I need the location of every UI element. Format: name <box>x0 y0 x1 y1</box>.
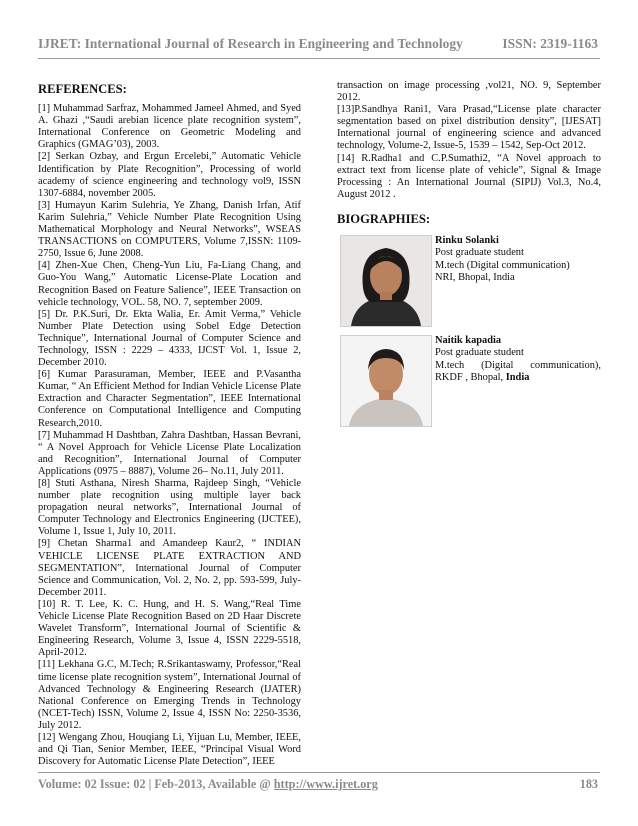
reference-item: [10] R. T. Lee, K. C. Hung, and H. S. Wang,“Real Time Vehicle License Plate Recognition Based on 2D Haar Discrete Wavelet Transform”, International Journal of Scientific & Engineering Research, Volume 3, Issue 4, ISSN 2229-5518, April-2012. <box>38 598 301 659</box>
reference-item: [8] Stuti Asthana, Niresh Sharma, Rajdeep Singh, “Vehicle number plate recognition using multiple layer back propagation neural networks”, International Journal of Computer Technology and Electronics Engineering (IJCTEE), Volume 1, Issue 1, July 10, 2011. <box>38 478 301 538</box>
reference-item: [13]P.Sandhya Rani1, Vara Prasad,“License plate character segmentation based on pixel distribution density”, [IJESAT] International journal of engineering science and advanced technology, Volume-2, Issue-5, 1539 – 1542, Sep-Oct 2012. <box>337 104 601 152</box>
author-degree: M.tech (Digital communication) <box>435 259 570 271</box>
biography-text <box>435 335 601 384</box>
journal-link[interactable]: http://www.ijret.org <box>273 777 378 791</box>
biographies-heading: BIOGRAPHIES: <box>337 211 431 226</box>
location-prefix: RKDF , Bhopal, <box>435 371 506 383</box>
reference-item: [2] Serkan Ozbay, and Ergun Ercelebi,” Automatic Vehicle Identification by Plate Recognition”, Processing of world academy of science engineering and technology vol9, ISSN 1307-6884, november 2005. <box>38 151 301 199</box>
author-location <box>435 372 601 384</box>
author-degree <box>435 360 601 372</box>
degree-part: communication), <box>530 359 601 371</box>
author-portrait-icon <box>341 236 431 326</box>
author-role: Post graduate student <box>435 347 524 359</box>
reference-item: [7] Muhammad H Dashtban, Zahra Dashtban, Hassan Bevrani, “ A Novel Approach for Vehicle License Plate Localization and Recognition”, International Journal of Computer Applications (0975 – 8887), Volume 26– No.11, July 2011. <box>38 429 301 477</box>
author-name: Naitik kapadia <box>435 335 502 347</box>
author-photo <box>340 335 432 427</box>
reference-item: [3] Humayun Karim Sulehria, Ye Zhang, Danish Irfan, Atif Karim Sulehria,” Vehicle Number Plate Recognition Using Mathematical Morphology and Neural Networks”, WSEAS TRANSACTIONS on COMPUTERS, Volume 7,ISSN: 1109-2750, Issue 6, June 2008. <box>38 199 301 260</box>
reference-item: [12] Wengang Zhou, Houqiang Li, Yijuan Lu, Member, IEEE, and Qi Tian, Senior Member, IEEE, “Principal Visual Word Discovery for Automatic License Plate Detection”, IEEE <box>38 731 301 768</box>
biography-entry <box>337 235 601 335</box>
reference-item: [1] Muhammad Sarfraz, Mohammed Jameel Ahmed, and Syed A. Ghazi ,“Saudi arebian licence plate recognition system”, International Conference on Geometric Modeling and Graphics (GMAG’03), 2003. <box>38 103 301 151</box>
reference-item: [5] Dr. P.K.Suri, Dr. Ekta Walia, Er. Amit Verma,” Vehicle Number Plate Detection using Sobel Edge Detection Technique”, International Journal of Computer Science and Technology, ISSN : 2229 – 4333, IJCST Vol. 1, Issue 2, December 2010. <box>38 308 301 369</box>
author-location: NRI, Bhopal, India <box>435 271 515 283</box>
degree-part: (Digital <box>481 359 514 371</box>
page-number: 183 <box>579 777 598 791</box>
page-header <box>38 36 600 59</box>
reference-item: [11] Lekhana G.C, M.Tech; R.Srikantaswamy, Professor,“Real time license plate recognition system”, International Journal of Advanced Technology & Engineering Research (IJATER) National Conference on Emerging Trends in Technology (NCET-Tech) ISSN, Volume 2, Issue 4, ISSN No: 2250-3536, July 2012. <box>38 659 301 731</box>
journal-name: IJRET: International Journal of Research in Engineering and Technology <box>38 36 463 51</box>
author-portrait-icon <box>341 336 431 426</box>
degree-part: M.tech <box>435 359 465 371</box>
reference-continuation: transaction on image processing ,vol21, NO. 9, September 2012. <box>337 80 601 104</box>
author-name: Rinku Solanki <box>435 235 499 247</box>
biography-text <box>435 235 601 284</box>
left-column <box>38 80 301 768</box>
footer-info <box>38 777 378 792</box>
reference-item: [4] Zhen-Xue Chen, Cheng-Yun Liu, Fa-Liang Chang, and Guo-You Wang,” Automatic License-Plate Location and Recognition Based on Feature Salience”, IEEE Transaction on vehicle technology, VOL. 58, NO. 7, september 2009. <box>38 260 301 308</box>
location-country: India <box>505 371 530 383</box>
issn-label: ISSN: 2319-1163 <box>502 36 598 51</box>
right-column <box>337 80 601 435</box>
author-role: Post graduate student <box>435 247 524 259</box>
references-heading: REFERENCES: <box>38 82 127 96</box>
reference-item: [14] R.Radha1 and C.P.Sumathi2, “A Novel approach to extract text from license plate of vehicle”, Signal & Image Processing : An International Journal (SIPIJ) Vol.3, No.4, August 2012 . <box>337 152 601 200</box>
issue-info: Volume: 02 Issue: 02 | Feb-2013, Available @ <box>38 777 274 791</box>
author-photo <box>340 235 432 327</box>
reference-item: [9] Chetan Sharma1 and Amandeep Kaur2, “ INDIAN VEHICLE LICENSE PLATE EXTRACTION AND SEGMENTATION”, International Journal of Computer Science and Communication, Vol. 2, No. 2, pp. 593-599, July-December 2011. <box>38 538 301 598</box>
reference-item: [6] Kumar Parasuraman, Member, IEEE and P.Vasantha Kumar, “ An Efficient Method for Indian Vehicle License Plate Extraction and Character Segmentation”, IEEE International Conference on Computational Intelligence and Computing Research,2010. <box>38 369 301 429</box>
biography-entry <box>337 335 601 435</box>
page-footer <box>38 772 600 795</box>
